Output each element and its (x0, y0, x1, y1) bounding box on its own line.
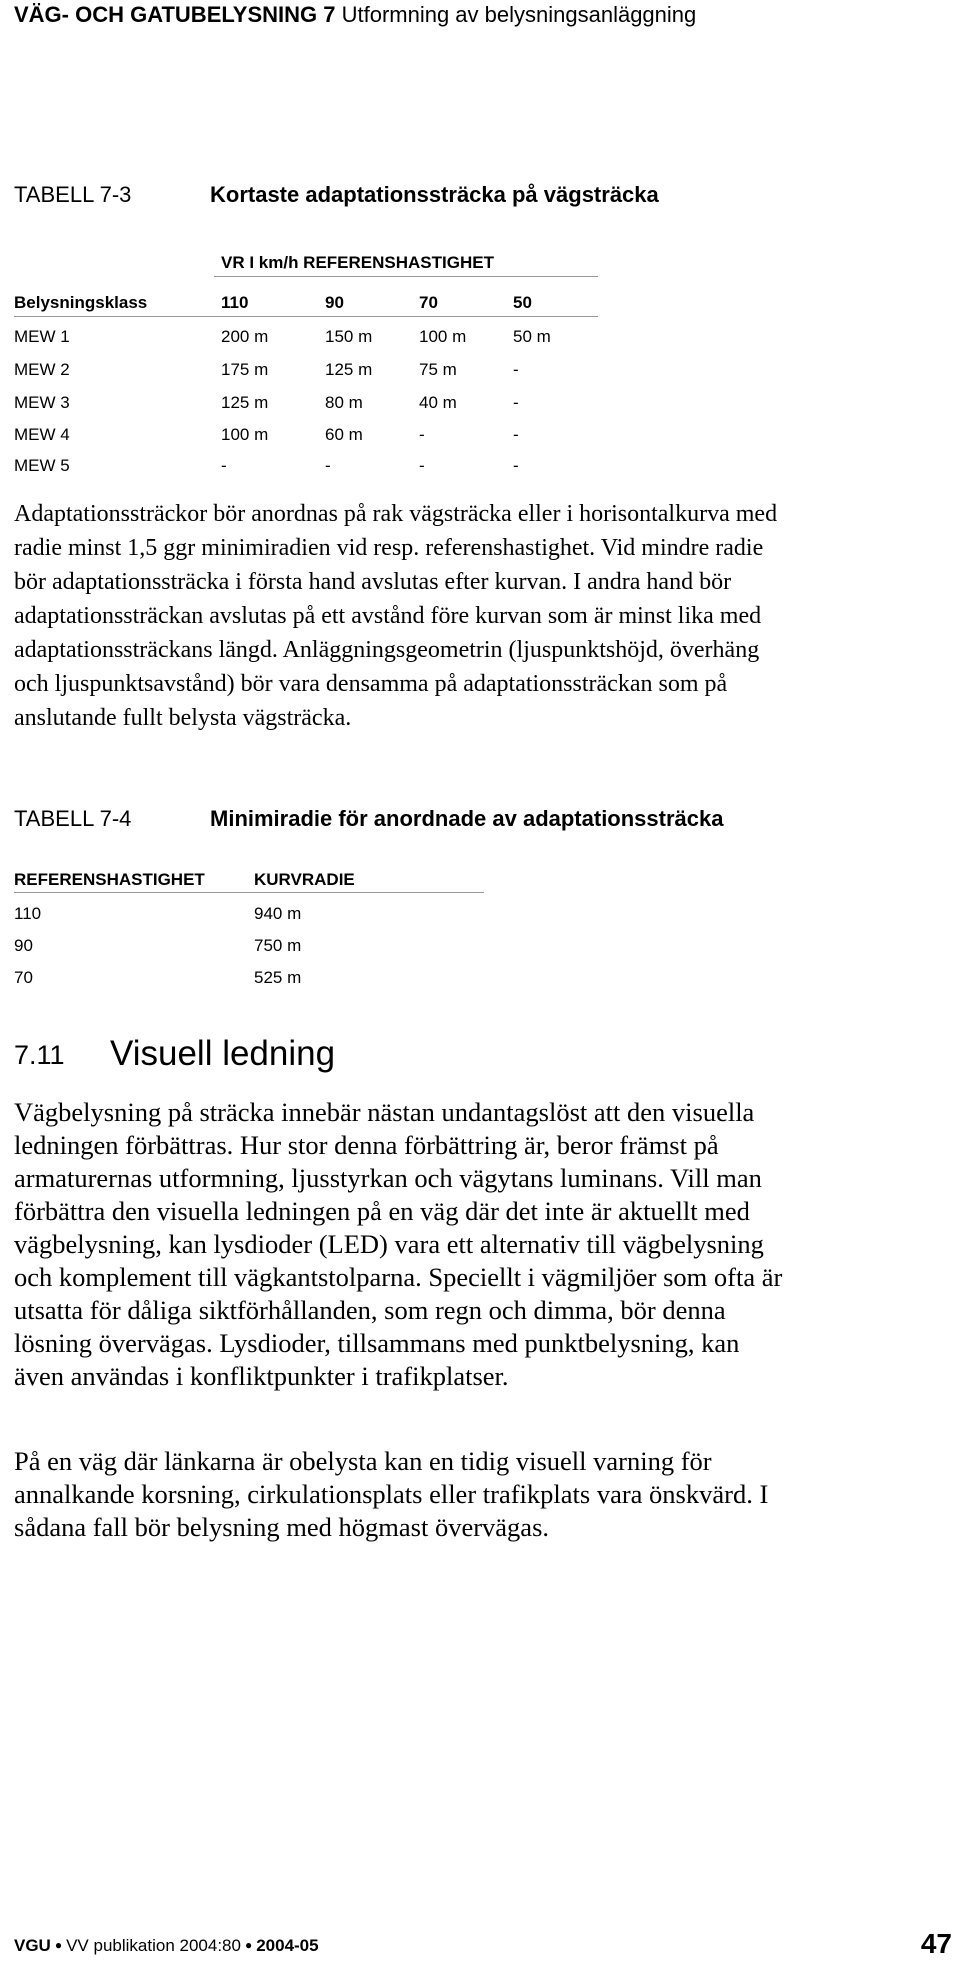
paragraph-unlit-links (14, 1445, 949, 1544)
table-cell: 100 m (221, 425, 269, 444)
table-cell: MEW 1 (14, 327, 70, 346)
table-cell: 200 m (221, 327, 269, 346)
paragraph-line: bör adaptationssträcka i första hand avslutas efter kurvan. I andra hand bör (14, 569, 732, 595)
running-head-chapter: VÄG- OCH GATUBELYSNING 7 (14, 2, 336, 27)
table-cell: MEW 3 (14, 393, 70, 412)
paragraph-line: radie minst 1,5 ggr minimiradien vid resp. referenshastighet. Vid mindre radie (14, 535, 764, 561)
table-cell: 125 m (221, 393, 269, 412)
paragraph-line: armaturernas utformning, ljusstyrkan och vägytans luminans. Vill man (14, 1163, 762, 1193)
table-7-4-col-speed: REFERENSHASTIGHET (14, 870, 205, 889)
paragraph-line: och ljuspunktsavstånd) bör vara densamma på adaptationssträckan som på (14, 671, 728, 697)
table-cell: 125 m (325, 360, 373, 379)
paragraph-line: Adaptationssträckor bör anordnas på rak vägsträcka eller i horisontalkurva med (14, 501, 778, 527)
table-cell: 50 m (513, 327, 551, 346)
table-7-3-header-rule (14, 316, 598, 317)
paragraph-line: På en väg där länkarna är obelysta kan en tidig visuell varning för (14, 1446, 712, 1476)
table-cell: MEW 5 (14, 456, 70, 475)
table-cell: - (513, 393, 519, 412)
table-7-4-header-rule (14, 892, 484, 893)
section-number: 7.11 (14, 1040, 65, 1070)
paragraph-line: adaptationssträckan avslutas på ett avstånd före kurvan som är minst lika med (14, 603, 762, 629)
page-number: 47 (920, 1928, 952, 1959)
paragraph-line: anslutande fullt belysta vägsträcka. (14, 705, 352, 731)
table-cell: MEW 2 (14, 360, 70, 379)
paragraph-line: förbättra den visuella ledningen på en väg där det inte är aktuellt med (14, 1196, 750, 1226)
table-cell: 75 m (419, 360, 457, 379)
running-head (14, 2, 696, 28)
table-cell: 525 m (254, 968, 302, 987)
running-head-title: Utformning av belysningsanläggning (335, 2, 697, 27)
table-cell: 40 m (419, 393, 457, 412)
table-cell: - (513, 425, 519, 444)
table-cell: 750 m (254, 936, 302, 955)
footer-publication: VV publikation 2004:80 (66, 1936, 241, 1955)
table-7-3-col-110: 110 (221, 293, 249, 312)
table-cell: 150 m (325, 327, 373, 346)
table-cell: 60 m (325, 425, 363, 444)
table-cell: - (419, 425, 425, 444)
paragraph-line: sådana fall bör belysning med högmast övervägas. (14, 1512, 550, 1542)
bullet-icon: ● (244, 1938, 253, 1952)
table-cell: - (221, 456, 227, 475)
table-7-4-number: TABELL 7-4 (14, 806, 132, 831)
section-title: Visuell ledning (110, 1034, 336, 1073)
table-cell: - (513, 456, 519, 475)
paragraph-line: även användas i konfliktpunkter i trafikplatser. (14, 1361, 509, 1391)
paragraph-line: och komplement till vägkantstolparna. Speciellt i vägmiljöer som ofta är (14, 1262, 783, 1292)
paragraph-line: adaptationssträckans längd. Anläggningsgeometrin (ljuspunktshöjd, överhäng (14, 637, 760, 663)
paragraph-line: vägbelysning, kan lysdioder (LED) vara ett alternativ till vägbelysning (14, 1229, 764, 1259)
table-7-3-col-class: Belysningsklass (14, 293, 148, 312)
table-7-4-col-radius: KURVRADIE (254, 870, 355, 889)
footer-vgu: VGU (14, 1936, 51, 1955)
table-7-4-title: Minimiradie för anordnade av adaptationssträcka (210, 806, 724, 831)
table-7-3-col-70: 70 (419, 293, 438, 312)
table-cell: - (419, 456, 425, 475)
footer-date: 2004-05 (256, 1936, 319, 1955)
paragraph-visual-guidance (14, 1096, 949, 1393)
footer (14, 1936, 319, 1956)
table-cell: MEW 4 (14, 425, 70, 444)
table-7-3-super-header-rule (214, 276, 598, 277)
paragraph-line: ledningen förbättras. Hur stor denna förbättring är, beror främst på (14, 1130, 719, 1160)
table-7-3-col-50: 50 (513, 293, 532, 312)
table-cell: 70 (14, 968, 33, 987)
paragraph-line: utsatta för dåliga siktförhållanden, som regn och dimma, bör denna (14, 1295, 726, 1325)
table-cell: 940 m (254, 904, 302, 923)
table-cell: 90 (14, 936, 33, 955)
table-7-3-title: Kortaste adaptationssträcka på vägsträcka (210, 182, 659, 207)
bullet-icon: ● (54, 1938, 63, 1952)
table-7-3-number: TABELL 7-3 (14, 182, 132, 207)
table-cell: 100 m (419, 327, 467, 346)
paragraph-adaptation (14, 497, 944, 735)
table-7-3-super-header: VR I km/h REFERENSHASTIGHET (221, 253, 494, 272)
paragraph-line: lösning övervägas. Lysdioder, tillsammans med punktbelysning, kan (14, 1328, 740, 1358)
table-cell: - (513, 360, 519, 379)
table-cell: - (325, 456, 331, 475)
paragraph-line: Vägbelysning på sträcka innebär nästan undantagslöst att den visuella (14, 1097, 755, 1127)
paragraph-line: annalkande korsning, cirkulationsplats eller trafikplats vara önskvärd. I (14, 1479, 769, 1509)
table-cell: 110 (14, 904, 42, 923)
table-7-3-col-90: 90 (325, 293, 344, 312)
table-cell: 80 m (325, 393, 363, 412)
table-cell: 175 m (221, 360, 269, 379)
